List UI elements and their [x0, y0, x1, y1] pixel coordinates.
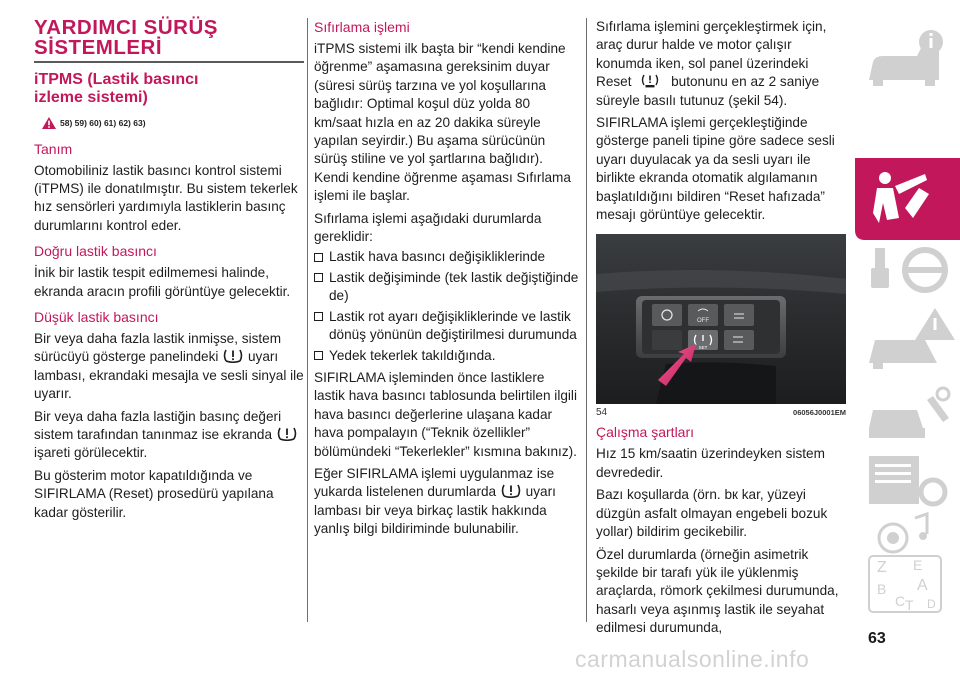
- svg-text:D: D: [927, 597, 936, 611]
- warning-refs-line: [34, 116, 304, 130]
- section-title: iTPMS (Lastik basıncı izleme sistemi): [34, 70, 199, 106]
- paragraph-dusuk-1: Bir veya daha fazla lastik inmişse, sistem sürücüyü gösterge panelindeki uyarı lambası, ekrandaki mesajla ve sesli sinyal ile uyarır.: [34, 330, 304, 402]
- list-item: Lastik rot ayarı değişikliklerinde ve lastik dönüş yönünün değiştirilmesi durumunda: [314, 308, 579, 345]
- column-divider: [586, 18, 587, 622]
- set-label: SET: [698, 345, 708, 351]
- tab-specs-icon[interactable]: [869, 456, 945, 504]
- paragraph-tanim: Otomobiliniz lastik basıncı kontrol sistemi (iTPMS) ile donatılmıştır. Bu sistem tekerlek hız sensörleri yardımıyla lastiklerin basınç durumlarını kontrol eder.: [34, 162, 298, 233]
- main-title: YARDIMCI SÜRÜŞ SİSTEMLERİ: [34, 16, 218, 59]
- bullet-square-icon: [314, 312, 323, 321]
- svg-text:T: T: [905, 597, 914, 613]
- tab-car-info-icon[interactable]: [869, 30, 943, 86]
- tab-dashboard-icon[interactable]: [871, 248, 945, 290]
- paragraph-reset-1: Sıfırlama işlemini gerçekleştirmek için, araç durur halde ve motor çalışır konumda iken, sol panel üzerindeki Reset butonunu en az 2 saniye süreyle basılı tutunuz (şekil 54).: [596, 19, 827, 108]
- column-2: [314, 18, 579, 539]
- paragraph-sifirlama-2: Sıfırlama işlemi aşağıdaki durumlarda gereklidir:: [314, 210, 542, 245]
- paragraph-dogru-lastik-basinci: İnik bir lastik tespit edilmemesi halinde, ekranda aracın profili görüntüye gelecektir.: [34, 265, 291, 299]
- bullet-square-icon: [314, 351, 323, 360]
- tab-warning-lights-icon[interactable]: [869, 308, 955, 369]
- title-rule: [34, 61, 304, 63]
- bullet-square-icon: [314, 273, 323, 282]
- svg-text:Z: Z: [877, 559, 887, 576]
- paragraph-calisma-3: Özel durumlarda (örneğin asimetrik şekilde bir tarafı yük ile yüklenmiş araçlarda, römork çekilmesi durumunda, hasarlı veya aşınmış lastik ile seyahat edilmesi durumunda,: [596, 546, 839, 636]
- tab-safety-active-icon[interactable]: [855, 158, 960, 240]
- tire-pressure-warning-icon: [222, 348, 244, 363]
- paragraph-dusuk-2: Bir veya daha fazla lastiğin basınç değeri sistem tarafından tanınmaz ise ekranda işareti görülecektir.: [34, 408, 304, 463]
- paragraph-sifirlama-3: SIFIRLAMA işleminden önce lastiklere lastik hava basıncı tablosunda belirtilen ilgili hava basıncı değerlerine ulaşana kadar hava pompalayın (“Teknik özellikler” bölümündeki “Tekerlekler” kısmına bakınız).: [314, 369, 577, 459]
- page-number: 63: [868, 630, 886, 647]
- column-3: [596, 18, 846, 638]
- heading-tanim: Tanım: [34, 140, 73, 157]
- paragraph-reset-2: SIFIRLAMA işlemi gerçekleştiğinde gösterge paneli tipine göre sadece sesli uyarı duyulacak ya da sesli uyarı ile birlikte ekranda otomatik algılamanın başlatıldığını bildiren “Reset hafızada” mesajı görüntüye gelecektir.: [596, 115, 835, 223]
- reset-button-icon: [639, 74, 661, 88]
- figure-number: 54: [596, 406, 608, 418]
- watermark: carmanualsonline.info: [575, 646, 810, 672]
- figure-code: 06056J0001EM: [793, 407, 846, 417]
- bullet-square-icon: [314, 253, 323, 262]
- dashboard-switch-panel-image: [596, 234, 846, 404]
- svg-text:E: E: [913, 557, 923, 573]
- list-item: Yedek tekerlek takıldığında.: [314, 347, 579, 365]
- list-item: Lastik değişiminde (tek lastik değiştiğinde de): [314, 269, 579, 306]
- column-1: [34, 18, 304, 522]
- list-item: Lastik hava basıncı değişikliklerinde: [314, 248, 579, 266]
- column-divider: [307, 18, 308, 622]
- tire-pressure-warning-icon: [276, 426, 298, 441]
- figure-54-photo: [596, 234, 846, 404]
- warning-triangle-icon: [42, 117, 56, 129]
- paragraph-dusuk-3: Bu gösterim motor kapatıldığında ve SIFIRLAMA (Reset) prosedürü yapılana kadar gösterilir.: [34, 467, 274, 520]
- svg-text:A: A: [917, 577, 928, 594]
- heading-calisma-sartlari: Çalışma şartları: [596, 424, 695, 441]
- tab-maintenance-icon[interactable]: [869, 388, 949, 438]
- tire-pressure-warning-icon: [500, 483, 522, 498]
- warning-refs: 58) 59) 60) 61) 62) 63): [60, 117, 146, 128]
- paragraph-sifirlama-4: Eğer SIFIRLAMA işlemi uygulanmaz ise yukarda listelenen durumlarda uyarı lambası bir veya birkaç lastik hakkında yanlış bilgi bildiriminde bulunabilir.: [314, 465, 556, 537]
- paragraph-sifirlama-1: iTPMS sistemi ilk başta bir “kendi kendine öğrenme” aşamasına gereksinim duyar (süresi sürüş tarzına ve yol koşullarına bağlıdır: Optimal koşul düz yolda 80 km/saat hızla en az 20 dakika süreyle yapılan seyirdir.) Bu aşama sürücünün sürüş stiline ve yol şartlarına bağlıdır). Kendi kendine öğrenme aşaması Sıfırlama işlemi ile başlar.: [314, 41, 571, 204]
- tab-index-icon[interactable]: [869, 556, 941, 613]
- sidebar-chapter-tabs: [855, 18, 960, 623]
- heading-dogru-lastik-basinci: Doğru lastik basıncı: [34, 243, 157, 260]
- heading-sifirlama-islemi: Sıfırlama işlemi: [314, 19, 410, 35]
- figure-caption: [596, 405, 846, 419]
- paragraph-calisma-1: Hız 15 km/saatin üzerindeyken sistem devrededir.: [596, 446, 825, 480]
- svg-text:C: C: [895, 593, 906, 609]
- heading-dusuk-lastik-basinci: Düşük lastik basıncı: [34, 308, 159, 325]
- svg-text:B: B: [877, 581, 887, 597]
- paragraph-calisma-2: Bazı koşullarda (örn. bк kar, yüzeyi düzgün asfalt olmayan engebeli bozuk yollar) bildirim gecikebilir.: [596, 487, 828, 540]
- off-label: OFF: [697, 318, 709, 325]
- tab-multimedia-icon[interactable]: [879, 514, 927, 552]
